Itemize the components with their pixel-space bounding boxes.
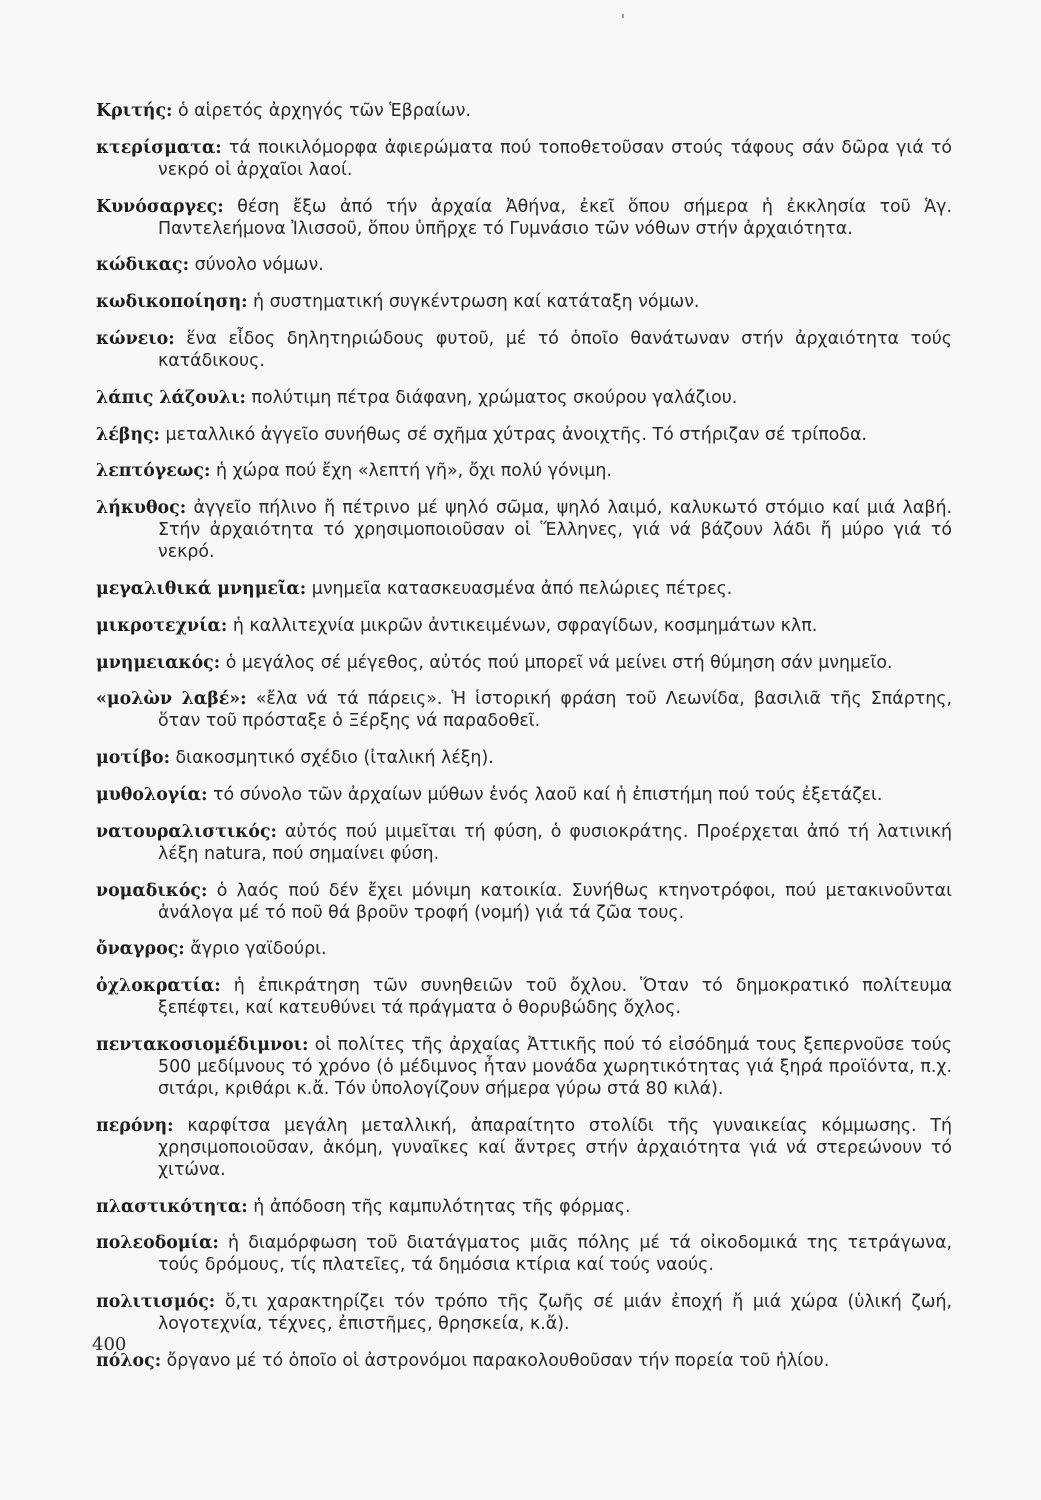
glossary-entry bbox=[96, 100, 952, 122]
glossary-term: Κριτής: bbox=[96, 101, 173, 121]
glossary-entry bbox=[96, 424, 952, 446]
glossary-term: κώδικας: bbox=[96, 255, 190, 276]
glossary-entry bbox=[96, 1034, 952, 1100]
glossary-term: λεπτόγεως: bbox=[96, 461, 211, 482]
glossary-entry bbox=[96, 291, 952, 313]
glossary-entry bbox=[96, 1291, 952, 1335]
glossary-definition: σύνολο νόμων. bbox=[194, 255, 324, 276]
glossary-definition: ἄγριο γαϊδούρι. bbox=[190, 939, 327, 960]
glossary-definition: τά ποικιλόμορφα ἀφιερώματα πού τοποθετοῦσαν στούς τάφους σάν δῶρα γιά τό νεκρό οἱ ἀρχαῖοι λαοί. bbox=[158, 137, 952, 180]
glossary-term: λήκυθος: bbox=[96, 498, 187, 519]
glossary-definition: ὁ μεγάλος σέ μέγεθος, αὐτός πού μπορεῖ νά μείνει στή θύμηση σάν μνημεῖο. bbox=[225, 652, 893, 673]
glossary-definition: ἡ ἀπόδοση τῆς καμπυλότητας τῆς φόρμας. bbox=[253, 1196, 631, 1217]
glossary-definition: αὐτός πού μιμεῖται τή φύση, ὁ φυσιοκράτης. Προέρχεται ἀπό τή λατινική λέξη natura, πού σημαίνει φύση. bbox=[158, 821, 952, 864]
glossary-definition: ἕνα εἶδος δηλητηριώδους φυτοῦ, μέ τό ὁποῖο θανάτωναν στήν ἀρχαιότητα τούς κατάδικους. bbox=[158, 328, 952, 371]
glossary-definition: ὁ λαός πού δέν ἔχει μόνιμη κατοικία. Συνήθως κτηνοτρόφοι, πού μετακινοῦνται ἀνάλογα μέ τό ποῦ θά βροῦν τροφή (νομή) γιά τά ζῶα τους. bbox=[158, 880, 952, 923]
glossary-term: ὀχλοκρατία: bbox=[96, 976, 221, 997]
glossary-term: πόλος: bbox=[96, 1350, 162, 1371]
glossary-entry bbox=[96, 578, 952, 600]
glossary-definition: ὄργανο μέ τό ὁποῖο οἱ ἀστρονόμοι παρακολουθοῦσαν τήν πορεία τοῦ ἡλίου. bbox=[166, 1350, 830, 1371]
glossary-entry bbox=[96, 880, 952, 924]
glossary-entry bbox=[96, 747, 952, 769]
glossary-definition: πολύτιμη πέτρα διάφανη, χρώματος σκούρου γαλάζιου. bbox=[251, 387, 738, 408]
glossary-term: κώνειο: bbox=[96, 328, 175, 349]
glossary-definition: καρφίτσα μεγάλη μεταλλική, ἀπαραίτητο στολίδι τῆς γυναικείας κόμμωσης. Τή χρησιμοποιοῦσαν, ἀκόμη, γυναῖκες καί ἄντρες στήν ἀρχαιότητα γιά νά στερεώνουν τό χιτώνα. bbox=[158, 1115, 952, 1180]
glossary-term: λάπις λάζουλι: bbox=[96, 387, 246, 408]
glossary-term: πολεοδομία: bbox=[96, 1233, 219, 1254]
glossary-definition: ἡ διαμόρφωση τοῦ διατάγματος μιᾶς πόλης μέ τά οἰκοδομικά της τετράγωνα, τούς δρόμους, τίς πλατεῖες, τά δημόσια κτίρια καί τούς ναούς. bbox=[158, 1233, 952, 1276]
glossary-term: πεντακοσιομέδιμνοι: bbox=[96, 1034, 309, 1055]
glossary-list bbox=[96, 100, 952, 1387]
glossary-term: κτερίσματα: bbox=[96, 137, 222, 158]
glossary-entry bbox=[96, 1350, 952, 1372]
glossary-entry bbox=[96, 784, 952, 806]
glossary-term: μνημειακός: bbox=[96, 652, 221, 673]
glossary-term: πολιτισμός: bbox=[96, 1292, 216, 1313]
glossary-term: μοτίβο: bbox=[96, 748, 171, 769]
glossary-term: «μολὼν λαβέ»: bbox=[96, 689, 247, 710]
glossary-entry bbox=[96, 497, 952, 563]
glossary-definition: μνημεῖα κατασκευασμένα ἀπό πελώριες πέτρες. bbox=[311, 578, 733, 599]
glossary-entry bbox=[96, 328, 952, 372]
glossary-entry bbox=[96, 196, 952, 240]
glossary-definition: ἡ συστηματική συγκέντρωση καί κατάταξη νόμων. bbox=[253, 292, 700, 313]
glossary-entry bbox=[96, 1196, 952, 1218]
glossary-definition: μεταλλικό ἀγγεῖο συνήθως σέ σχῆμα χύτρας ἀνοιχτῆς. Τό στήριζαν σέ τρίποδα. bbox=[165, 424, 867, 445]
glossary-definition: ἡ χώρα πού ἔχη «λεπτή γῆ», ὄχι πολύ γόνιμη. bbox=[215, 461, 612, 482]
glossary-definition: ὅ,τι χαρακτηρίζει τόν τρόπο τῆς ζωῆς σέ μιάν ἐποχή ἤ μιά χώρα (ὑλική ζωή, λογοτεχνία, τέχνες, ἐπιστῆμες, θρησκεία, κ.ἄ). bbox=[158, 1292, 952, 1335]
glossary-term: λέβης: bbox=[96, 424, 160, 445]
glossary-entry bbox=[96, 975, 952, 1019]
page-number: 400 bbox=[92, 1334, 127, 1355]
glossary-entry bbox=[96, 688, 952, 732]
glossary-term: νατουραλιστικός: bbox=[96, 821, 277, 842]
glossary-entry bbox=[96, 652, 952, 674]
glossary-term: Κυνόσαργες: bbox=[96, 196, 224, 217]
glossary-definition: διακοσμητικό σχέδιο (ἰταλική λέξη). bbox=[175, 748, 494, 769]
glossary-definition: ἀγγεῖο πήλινο ἤ πέτρινο μέ ψηλό σῶμα, ψηλό λαιμό, καλυκωτό στόμιο καί μιά λαβή. Στήν ἀρχαιότητα τό χρησιμοποιοῦσαν οἱ Ἕλληνες, γιά νά βάζουν λάδι ἤ μύρο γιά τό νεκρό. bbox=[158, 498, 953, 563]
glossary-term: νομαδικός: bbox=[96, 880, 208, 901]
glossary-entry bbox=[96, 938, 952, 960]
glossary-entry bbox=[96, 254, 952, 276]
glossary-entry bbox=[96, 460, 952, 482]
glossary-entry bbox=[96, 615, 952, 637]
scan-speck bbox=[622, 14, 624, 18]
glossary-definition: τό σύνολο τῶν ἀρχαίων μύθων ἑνός λαοῦ καί ἡ ἐπιστήμη πού τούς ἐξετάζει. bbox=[213, 784, 883, 805]
glossary-term: κωδικοποίηση: bbox=[96, 292, 248, 313]
glossary-definition: ἡ καλλιτεχνία μικρῶν ἀντικειμένων, σφραγίδων, κοσμημάτων κλπ. bbox=[232, 615, 818, 636]
glossary-entry bbox=[96, 137, 952, 181]
glossary-term: μυθολογία: bbox=[96, 784, 208, 805]
glossary-entry bbox=[96, 1115, 952, 1181]
glossary-term: πλαστικότητα: bbox=[96, 1196, 248, 1217]
glossary-definition: ὁ αἱρετός ἀρχηγός τῶν Ἑβραίων. bbox=[177, 101, 471, 121]
glossary-term: ὄναγρος: bbox=[96, 939, 185, 960]
glossary-entry bbox=[96, 821, 952, 865]
glossary-entry bbox=[96, 387, 952, 409]
glossary-definition: θέση ἔξω ἀπό τήν ἀρχαία Ἀθήνα, ἐκεῖ ὅπου σήμερα ἡ ἐκκλησία τοῦ Ἁγ. Παντελεήμονα Ἰλισσοῦ, ὅπου ὑπῆρχε τό Γυμνάσιο τῶν νόθων στήν ἀρχαιότητα. bbox=[158, 196, 952, 239]
glossary-term: μικροτεχνία: bbox=[96, 615, 228, 636]
glossary-term: περόνη: bbox=[96, 1115, 174, 1136]
glossary-term: μεγαλιθικά μνημεῖα: bbox=[96, 578, 307, 599]
glossary-definition: «ἔλα νά τά πάρεις». Ἡ ἱστορική φράση τοῦ Λεωνίδα, βασιλιᾶ τῆς Σπάρτης, ὅταν τοῦ πρόσταξε ὁ Ξέρξης νά παραδοθεῖ. bbox=[158, 689, 952, 732]
glossary-definition: οἱ πολίτες τῆς ἀρχαίας Ἀττικῆς πού τό εἰσόδημά τους ξεπερνοῦσε τούς 500 μεδίμνους τό χρόνο (ὁ μέδιμνος ἦταν μονάδα χωρητικότητας γιά ξηρά προϊόντα, π.χ. σιτάρι, κριθάρι κ.ἄ. Τόν ὑπολογίζουν σήμερα γύρω στά 80 κιλά). bbox=[158, 1034, 953, 1099]
glossary-definition: ἡ ἐπικράτηση τῶν συνηθειῶν τοῦ ὄχλου. Ὅταν τό δημοκρατικό πολίτευμα ξεπέφτει, καί κατευθύνει τά πράγματα ὁ θορυβώδης ὄχλος. bbox=[158, 976, 952, 1019]
glossary-entry bbox=[96, 1232, 952, 1276]
